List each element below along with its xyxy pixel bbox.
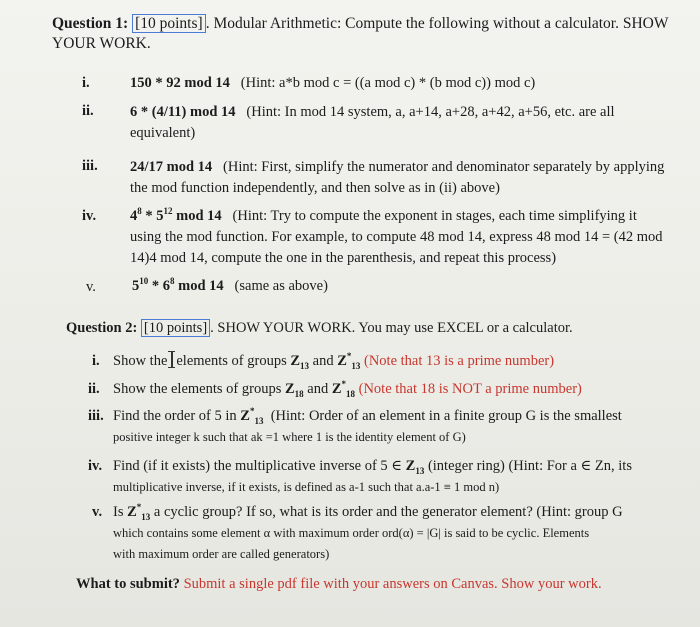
- question-1-points: [10 points]: [132, 14, 206, 33]
- q1-item-iii: [130, 157, 670, 199]
- q2-item-hint-cont: which contains some element α with maximum order ord(α) = |G| is said to be cyclic. Elements: [113, 526, 590, 540]
- q1-item-hint: (Hint: a*b mod c = ((a mod c) * (b mod c)) mod c): [240, 75, 536, 91]
- q1-item-iv: [130, 206, 670, 269]
- question-1-instructions: . Modular Arithmetic: Compute the following without a calculator. SHOW: [205, 15, 669, 32]
- q2-item-hint: (integer ring) (Hint: For a ∈ Zn, its: [427, 458, 632, 474]
- q1-item-hint-cont: using the mod function. For example, to compute 48 mod 14, express 48 mod 14 = (42 mod: [130, 229, 663, 245]
- question-1-instructions-line2: YOUR WORK.: [52, 35, 151, 52]
- group-symbol: $Z^*_{13}$: [127, 502, 151, 522]
- question-1-heading: [52, 14, 682, 54]
- text-cursor-icon: [167, 351, 176, 368]
- q1-item-ii: [130, 102, 670, 144]
- q1-item-expression: $5^{10} * 6^8$ mod 14: [132, 276, 224, 294]
- q2-item-note: (Note that 18 is NOT a prime number): [358, 381, 582, 397]
- q1-item-hint: (same as above): [234, 278, 328, 294]
- q2-item-number: i.: [92, 353, 100, 369]
- group-symbol: $Z_{13}$: [405, 458, 425, 476]
- question-2-title: Question 2:: [66, 320, 138, 336]
- submission-instructions: [76, 576, 602, 593]
- q2-item-iii: Find the order of 5 in $Z^*_{13}$ (Hint: Order of an element in a finite group G is the smallest positive integer k such that ak =1 where 1 is the identity element of G): [113, 406, 622, 444]
- q2-item-ii: Show the elements of groups $Z_{18}$ and $Z^*_{18}$ (Note that 18 is NOT a prime number): [113, 379, 582, 399]
- q1-item-number: ii.: [82, 103, 94, 119]
- q1-item-number: i.: [82, 75, 90, 91]
- q2-item-iv: Find (if it exists) the multiplicative inverse of 5 ∈ $Z_{13}$ (integer ring) (Hint: For a ∈ Zn, its multiplicative inverse, if it exists, is defined as a-1 such that a.a-1 ≡ 1 mod n): [113, 458, 632, 494]
- q2-item-note: (Note that 13 is a prime number): [364, 353, 555, 369]
- group-symbol: $Z^*_{13}$: [337, 351, 361, 371]
- group-symbol: $Z_{13}$: [290, 353, 310, 371]
- q1-item-hint-cont: 14)4 mod 14, compute the one in the parenthesis, and repeat this process): [130, 250, 557, 266]
- q1-item-expression: 24/17 mod 14: [130, 159, 213, 175]
- q1-item-number: iii.: [82, 158, 98, 174]
- q1-item-number: v.: [86, 279, 96, 295]
- question-2-heading: [66, 318, 686, 338]
- q2-item-v: Is $Z^*_{13}$ a cyclic group? If so, what is its order and the generator element? (Hint: group G which contains some element α with maximum order ord(α) = |G| is said to be cyclic. Elements with maximum order are called generators): [113, 502, 623, 561]
- q2-item-i: Show the elements of groups $Z_{13}$ and $Z^*_{13}$ (Note that 13 is a prime number): [113, 351, 555, 371]
- q1-item-expression: 150 * 92 mod 14: [130, 75, 230, 91]
- q1-item-hint-cont: equivalent): [130, 125, 196, 141]
- q2-item-hint: (Hint: Order of an element in a finite group G is the smallest: [270, 408, 622, 424]
- q2-item-number: v.: [92, 504, 103, 520]
- group-symbol: $Z_{18}$: [284, 381, 304, 399]
- group-symbol: $Z^*_{13}$: [240, 406, 264, 426]
- question-2-instructions: . SHOW YOUR WORK. You may use EXCEL or a calculator.: [210, 320, 573, 336]
- q2-item-number: ii.: [88, 381, 100, 397]
- q1-item-i: [130, 73, 670, 94]
- group-symbol: $Z^*_{18}$: [331, 379, 355, 399]
- q2-item-hint-cont: with maximum order are called generators): [113, 547, 330, 561]
- q1-item-expression: $4^8 * 5^{12}$ mod 14: [130, 206, 222, 224]
- q1-item-hint: (Hint: In mod 14 system, a, a+14, a+28, a+42, a+56, etc. are all: [246, 104, 615, 120]
- q2-item-hint-cont: multiplicative inverse, if it exists, is defined as a-1 such that a.a-1 ≡ 1 mod n): [113, 480, 500, 494]
- q2-item-question: a cyclic group? If so, what is its order and the generator element? (Hint: group G: [153, 504, 623, 520]
- q1-item-hint-cont: the mod function independently, and then solve as in (ii) above): [130, 180, 500, 196]
- q1-item-v: [132, 276, 672, 297]
- q2-item-number: iii.: [88, 408, 104, 424]
- q1-item-hint: (Hint: First, simplify the numerator and denominator separately by applying: [223, 159, 665, 175]
- question-1-title: Question 1:: [52, 15, 129, 32]
- submission-text: Submit a single pdf file with your answers on Canvas. Show your work.: [183, 576, 602, 592]
- q2-item-hint-cont: positive integer k such that ak =1 where 1 is the identity element of G): [113, 430, 466, 444]
- submission-label: What to submit?: [76, 576, 180, 592]
- q2-item-number: iv.: [88, 458, 103, 474]
- q1-item-hint: (Hint: Try to compute the exponent in stages, each time simplifying it: [232, 208, 637, 224]
- question-2-points: [10 points]: [141, 319, 210, 337]
- q1-item-number: iv.: [82, 208, 97, 224]
- q1-item-expression: 6 * (4/11) mod 14: [130, 104, 236, 120]
